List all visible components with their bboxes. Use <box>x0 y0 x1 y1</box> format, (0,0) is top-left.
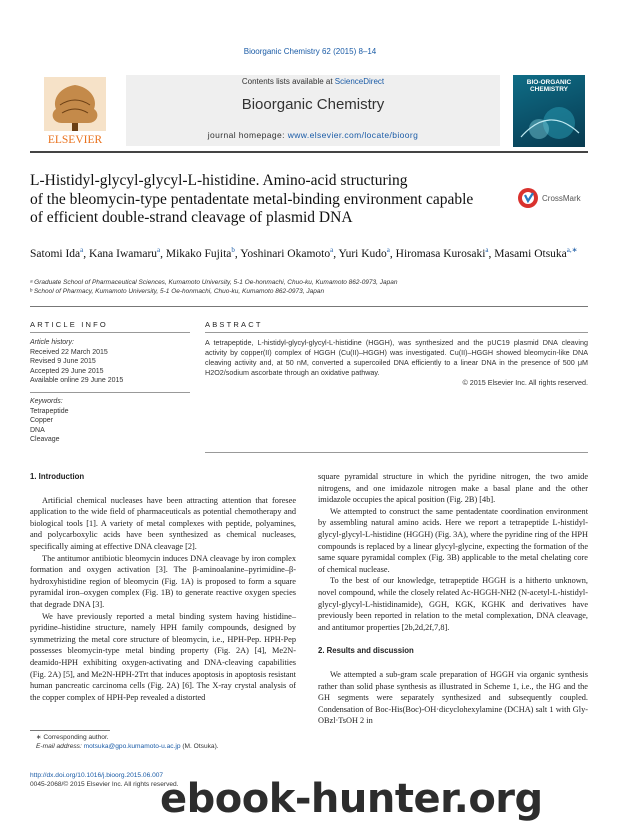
publisher-name: ELSEVIER <box>47 134 103 146</box>
affiliation-a: ᵃ Graduate School of Pharmaceutical Sciences, Kumamoto University, 5-1 Oe-honmachi, Chuo-ku, Kumamoto 862-0973, Japan <box>30 279 398 286</box>
paragraph: square pyramidal structure in which the pyridine nitrogen, the two amide nitrogens, and one imidazole nitrogen make a basal plane and the other imidazole occupies the apical position (Fig. 2B) [4b]. <box>318 472 588 505</box>
author-affiliation-marker[interactable]: a <box>386 246 390 254</box>
elsevier-logo <box>30 75 120 146</box>
author-affiliation-marker[interactable]: a <box>330 246 334 254</box>
keyword: DNA <box>30 426 45 434</box>
body-left-column <box>30 471 296 703</box>
author-list: Satomi Ida$^a$, Kana Iwamaru$^a$, Mikako Fujita$^b$, Yoshinari Okamoto$^a$, Yuri Kudo$^a$, Hiromasa Kurosaki$^a$, Masami Otsuka$^{a,∗}$ <box>30 246 578 260</box>
crossmark-icon <box>515 185 585 215</box>
doi-link[interactable]: http://dx.doi.org/10.1016/j.bioorg.2015.06.007 <box>30 772 164 779</box>
email-line: E-mail address: motsuka@gpo.kumamoto-u.ac.jp (M. Otsuka). <box>36 743 219 750</box>
homepage-link[interactable]: www.elsevier.com/locate/bioorg <box>287 130 419 140</box>
author-name[interactable]: Mikako Fujita <box>165 247 232 260</box>
author-name[interactable]: Yoshinari Okamoto <box>240 247 331 260</box>
corresponding-author-note: ∗ Corresponding author. <box>36 734 109 741</box>
article-history <box>30 338 190 386</box>
journal-homepage: journal homepage: www.elsevier.com/locate/bioorg <box>207 130 419 140</box>
keywords-rule <box>30 392 190 393</box>
author-name[interactable]: Masami Otsuka <box>494 247 567 260</box>
affiliations <box>30 278 590 296</box>
author-affiliation-marker[interactable]: a <box>485 246 489 254</box>
abstract-text: A tetrapeptide, L-histidyl-glycyl-glycyl-L-histidine (HGGH), was synthesized and the pUC19 plasmid DNA cleaving activity by copper(II) complex of HGGH (Cu(II)–HGGH) was investigated. Cu(II)–HGGH showed bleomycin-like DNA cleaving activity and, at 50 nM, converted a supercoiled DNA efficiently to a linear DNA in the presence of 500 μM H2O2/sodium ascorbate through an oxidative pathway. <box>205 338 588 377</box>
cover-art-icon <box>513 75 585 147</box>
history-received: Received 22 March 2015 <box>30 348 108 356</box>
history-revised: Revised 9 June 2015 <box>30 358 96 365</box>
paragraph: We have previously reported a metal binding system having histidine–pyridine–histidine structure, namely HPH family compounds, designed by symmetrizing the metal core structure of bleomycin, i.e., HPH-Pep. HPH-Pep possesses bleomycin-type metal binding property (Fig. 2A) [4], Me2N-deamido-HPH exhibiting oxygen-activating and DNA-cleaving capabilities (Fig. 2A) [5], and Me2N-HPH-2Trt that induces apoptosis in apoptosis resistant human pancreatic carcinoma cells (Fig. 2A) [6]. The X-ray crystal analysis of the copper complex of HPH-Pep revealed a distorted <box>30 611 296 702</box>
abstract-rule <box>205 332 588 333</box>
keyword: Copper <box>30 417 53 424</box>
body-right-column <box>318 471 588 727</box>
journal-reference[interactable]: Bioorganic Chemistry 62 (2015) 8–14 <box>243 47 377 56</box>
journal-cover <box>513 75 585 147</box>
author-affiliation-marker[interactable]: a,∗ <box>566 246 578 254</box>
paragraph: We attempted to construct the same pentadentate coordination environment by assembling natural amino acids. Here we report a tetrapeptide L-histidyl-glycyl-glycyl-L-histidine (HGGH) (Fig. 3A), where the pyridine ring of the HPH compounds is replaced by a linear glycyl-glycine, expecting the formation of the same square pyramidal complex (Fig. 3B) applicable to the metal chelating core of chemical nuclease. <box>318 506 588 574</box>
elsevier-tree-icon <box>30 75 120 146</box>
paragraph: Artificial chemical nucleases have been attracting attention that foresee application to the wide field of pharmaceuticals as potential chemotherapy and biological tools [1]. A variety of metal complexes with peptide, polyamines, and polycarboxylic acids have been synthesized as chemical nucleases, specifically aiming at effective DNA cleavage [2]. <box>30 495 296 551</box>
article-info-rule <box>30 332 190 333</box>
author-name[interactable]: Kana Iwamaru <box>89 247 158 260</box>
crossmark-label: CrossMark <box>542 194 581 203</box>
abstract-body <box>205 338 588 388</box>
article-title: L-Histidyl-glycyl-glycyl-L-histidine. Amino-acid structuring of the bleomycin-type pentadentate metal-binding environment capable of efficient double-strand cleavage of plasmid DNA <box>30 172 474 226</box>
results-heading: 2. Results and discussion <box>318 646 414 656</box>
footnotes <box>30 733 296 751</box>
watermark-text: ebook-hunter.org <box>160 776 543 822</box>
abstract-bottom-rule <box>205 452 588 453</box>
journal-header-band <box>126 75 500 146</box>
paragraph: The antitumor antibiotic bleomycin induces DNA cleavage by iron complex formation and oxygen activation [3]. The β-aminoalanine–pyrimidine–β-hydroxyhistidine region of bleomycin (Fig. 1A) is proposed to form a square pyramidal iron–oxygen complex (Fig. 1B) to generate reactive oxygen species that degrade DNA [3]. <box>30 553 296 609</box>
abstract-heading: ABSTRACT <box>205 320 263 329</box>
sciencedirect-link[interactable]: ScienceDirect <box>334 77 385 86</box>
keyword: Cleavage <box>30 436 60 443</box>
contents-line: Contents lists available at ScienceDirect <box>241 77 385 86</box>
author-name[interactable]: Yuri Kudo <box>338 247 387 260</box>
author-affiliation-marker[interactable]: b <box>231 246 235 254</box>
keywords-label: Keywords: <box>30 398 63 405</box>
crossmark-badge[interactable] <box>515 185 585 215</box>
abstract-copyright: © 2015 Elsevier Inc. All rights reserved. <box>462 378 588 387</box>
keyword: Tetrapeptide <box>30 407 69 415</box>
history-online: Available online 29 June 2015 <box>30 377 124 384</box>
journal-name: Bioorganic Chemistry <box>241 96 385 113</box>
paragraph: To the best of our knowledge, tetrapeptide HGGH is a hitherto unknown, novel compound, while the closely related Ac-HGGH-NH2 (N-acetyl-L-histidyl-glycyl-glycyl-L-histidinamide), GGH, KGK, KGHK and derivatives have previously been reported in relation to the metal complexation, DNA cleavage, and antitumor properties [2b,2d,2f,7,8]. <box>318 576 588 632</box>
history-accepted: Accepted 29 June 2015 <box>30 367 104 375</box>
author-name[interactable]: Hiromasa Kurosaki <box>395 247 486 260</box>
history-label: Article history: <box>30 339 74 346</box>
cover-title: BIO-ORGANIC CHEMISTRY <box>526 79 572 93</box>
keywords <box>30 397 190 445</box>
section-rule <box>30 306 588 307</box>
affiliation-b: ᵇ School of Pharmacy, Kumamoto University, 5-1 Oe-honmachi, Chuo-ku, Kumamoto 862-0973, Japan <box>30 288 325 295</box>
author-affiliation-marker[interactable]: a <box>80 246 84 254</box>
issn-line: 0045-2068/© 2015 Elsevier Inc. All rights reserved. <box>30 781 179 788</box>
paragraph: We attempted a sub-gram scale preparation of HGGH via organic synthesis rather than solid phase synthesis as illustrated in Scheme 1, i.e., the HG and the GH segments were separately synthesized and subsequently coupled. Condensation of Boc-His(Boc)-OH·dicyclohexylamine (DCHA) salt 1 with Gly-OBzl·TsOH 2 in <box>318 669 588 726</box>
header-rule <box>30 151 588 153</box>
article-info-heading: ARTICLE INFO <box>30 320 108 329</box>
email-link[interactable]: motsuka@gpo.kumamoto-u.ac.jp <box>83 743 181 750</box>
introduction-heading: 1. Introduction <box>30 472 85 481</box>
author-name[interactable]: Satomi Ida <box>30 247 81 260</box>
author-affiliation-marker[interactable]: a <box>157 246 161 254</box>
footnote-rule <box>30 730 110 731</box>
